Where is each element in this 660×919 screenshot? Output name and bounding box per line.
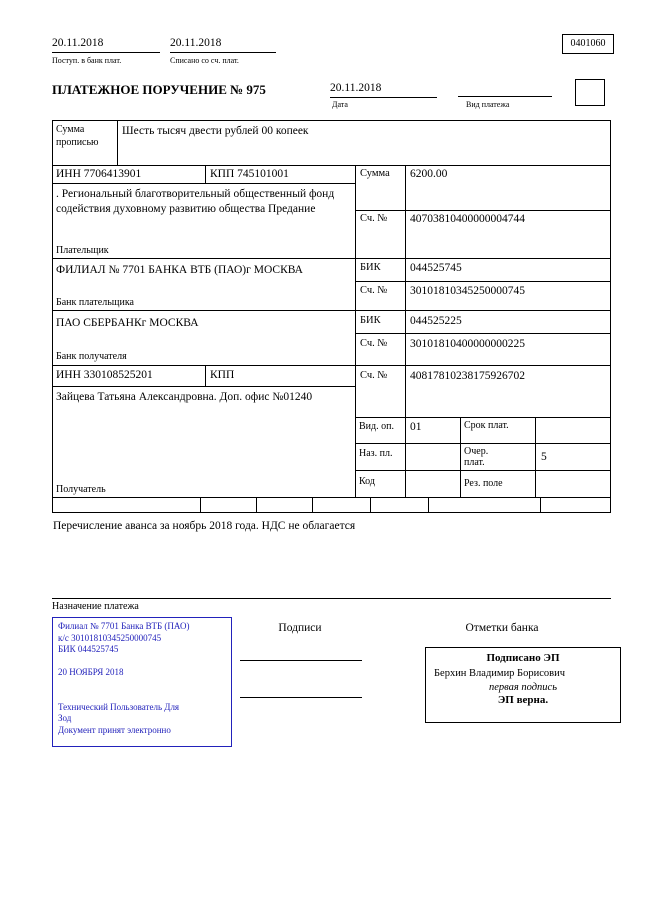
table-border [52, 512, 611, 513]
table-border [52, 365, 611, 366]
amount-words-value: Шесть тысяч двести рублей 00 копеек [122, 125, 309, 137]
table-border [460, 417, 461, 497]
table-border [52, 120, 611, 121]
signatures-header: Подписи [278, 622, 322, 634]
table-border [355, 281, 611, 282]
stamp-line [58, 656, 226, 668]
table-border [355, 417, 611, 418]
payment-kind-field [458, 81, 552, 97]
payee-bank-name: ПАО СБЕРБАНКг МОСКВА [56, 317, 199, 329]
bank-marks-header: Отметки банка [465, 622, 539, 634]
esign-role: первая подпись [488, 682, 557, 693]
date-received-field: 20.11.2018 [52, 36, 160, 53]
payer-inn: ИНН 7706413901 [56, 168, 142, 180]
priority-label: Очер. плат. [464, 446, 489, 468]
table-border [370, 497, 371, 512]
table-border [117, 120, 118, 165]
payer-bank-bik-label: БИК [360, 262, 381, 273]
table-border [405, 165, 406, 497]
payer-name: . Региональный благотворительный общественный фонд содействия духовному развитию общества Предание [56, 188, 335, 215]
table-border [256, 497, 257, 512]
payer-bank-bik-value: 044525745 [410, 262, 462, 274]
table-border [200, 497, 201, 512]
date-received-label: Поступ. в банк плат. [52, 56, 122, 65]
payer-bank-section-label: Банк плательщика [56, 297, 134, 308]
payee-acc-label: Сч. № [360, 370, 388, 381]
stamp-line: Технический Пользователь Для [58, 701, 180, 712]
op-kind-label: Вид. оп. [359, 421, 394, 432]
reserve-field-label: Рез. поле [464, 478, 503, 489]
sum-value: 6200.00 [410, 168, 448, 180]
table-border [205, 165, 206, 183]
title-empty-box [575, 79, 605, 106]
payer-kpp: КПП 745101001 [210, 168, 289, 180]
signature-line [240, 660, 362, 661]
payment-kind-label: Вид платежа [466, 100, 510, 109]
payer-bank-name: ФИЛИАЛ № 7701 БАНКА ВТБ (ПАО)г МОСКВА [56, 264, 303, 276]
stamp-line: 20 НОЯБРЯ 2018 [58, 667, 124, 677]
stamp-line: БИК 044525745 [58, 644, 119, 654]
table-border [355, 165, 356, 497]
table-border [312, 497, 313, 512]
esign-title: Подписано ЭП [486, 652, 560, 664]
date-debited-field: 20.11.2018 [170, 36, 276, 53]
table-border [52, 258, 611, 259]
sum-label: Сумма [360, 168, 390, 179]
payee-name: Зайцева Татьяна Александровна. Доп. офис №01240 [56, 391, 313, 403]
payee-inn: ИНН 330108525201 [56, 369, 153, 381]
payee-bank-bik-value: 044525225 [410, 315, 462, 327]
form-code-box: 0401060 [562, 34, 614, 54]
table-border [355, 210, 611, 211]
pay-term-label: Срок плат. [464, 420, 509, 431]
table-border [52, 310, 611, 311]
stamp-line: Филиал № 7701 Банка ВТБ (ПАО) [58, 621, 190, 631]
date-debited-label: Списано со сч. плат. [170, 56, 239, 65]
esignature-box [425, 647, 621, 723]
priority-value: 5 [541, 451, 547, 463]
table-border [610, 120, 611, 513]
code-label: Код [359, 476, 375, 487]
amount-words-label: Сумма прописью [56, 124, 99, 148]
bank-electronic-stamp [52, 617, 232, 747]
purpose-code-label: Наз. пл. [359, 448, 393, 459]
payee-kpp-label: КПП [210, 369, 235, 381]
payee-bank-bik-label: БИК [360, 315, 381, 326]
purpose-section-label: Назначение платежа [52, 601, 139, 612]
table-border [52, 120, 53, 513]
stamp-line: к/с 30101810345250000745 [58, 632, 162, 643]
table-border [52, 598, 611, 599]
payer-bank-acc-value: 30101810345250000745 [410, 285, 525, 297]
document-title: ПЛАТЕЖНОЕ ПОРУЧЕНИЕ № 975 [52, 82, 266, 97]
payee-bank-acc-value: 30101810400000000225 [410, 338, 525, 350]
table-border [52, 497, 611, 498]
table-border [355, 333, 611, 334]
payee-bank-section-label: Банк получателя [56, 351, 127, 362]
payee-acc-value: 40817810238175926702 [410, 370, 525, 382]
table-border [540, 497, 541, 512]
document-date-field: 20.11.2018 [330, 81, 437, 98]
table-border [535, 417, 536, 497]
payee-bank-acc-label: Сч. № [360, 338, 388, 349]
payer-bank-acc-label: Сч. № [360, 285, 388, 296]
table-border [355, 470, 611, 471]
stamp-line: Документ принят электронно [58, 724, 171, 735]
table-border [52, 165, 611, 166]
stamp-line: Зод [58, 713, 72, 723]
esign-verified: ЭП верна. [497, 694, 549, 706]
table-border [428, 497, 429, 512]
payment-purpose-text: Перечисление аванса за ноябрь 2018 года. НДС не облагается [53, 520, 356, 532]
table-border [355, 443, 611, 444]
esign-name: Берхин Владимир Борисович [434, 668, 565, 679]
payer-acc-value: 40703810400000004744 [410, 213, 525, 225]
document-date-label: Дата [332, 100, 348, 109]
payer-acc-label: Сч. № [360, 213, 388, 224]
payer-section-label: Плательщик [56, 245, 109, 256]
op-kind-value: 01 [410, 421, 422, 433]
stamp-line [58, 679, 226, 691]
payee-section-label: Получатель [56, 484, 106, 495]
stamp-line [58, 690, 226, 702]
table-border [52, 183, 356, 184]
table-border [52, 386, 356, 387]
signature-line [240, 697, 362, 698]
table-border [205, 365, 206, 386]
